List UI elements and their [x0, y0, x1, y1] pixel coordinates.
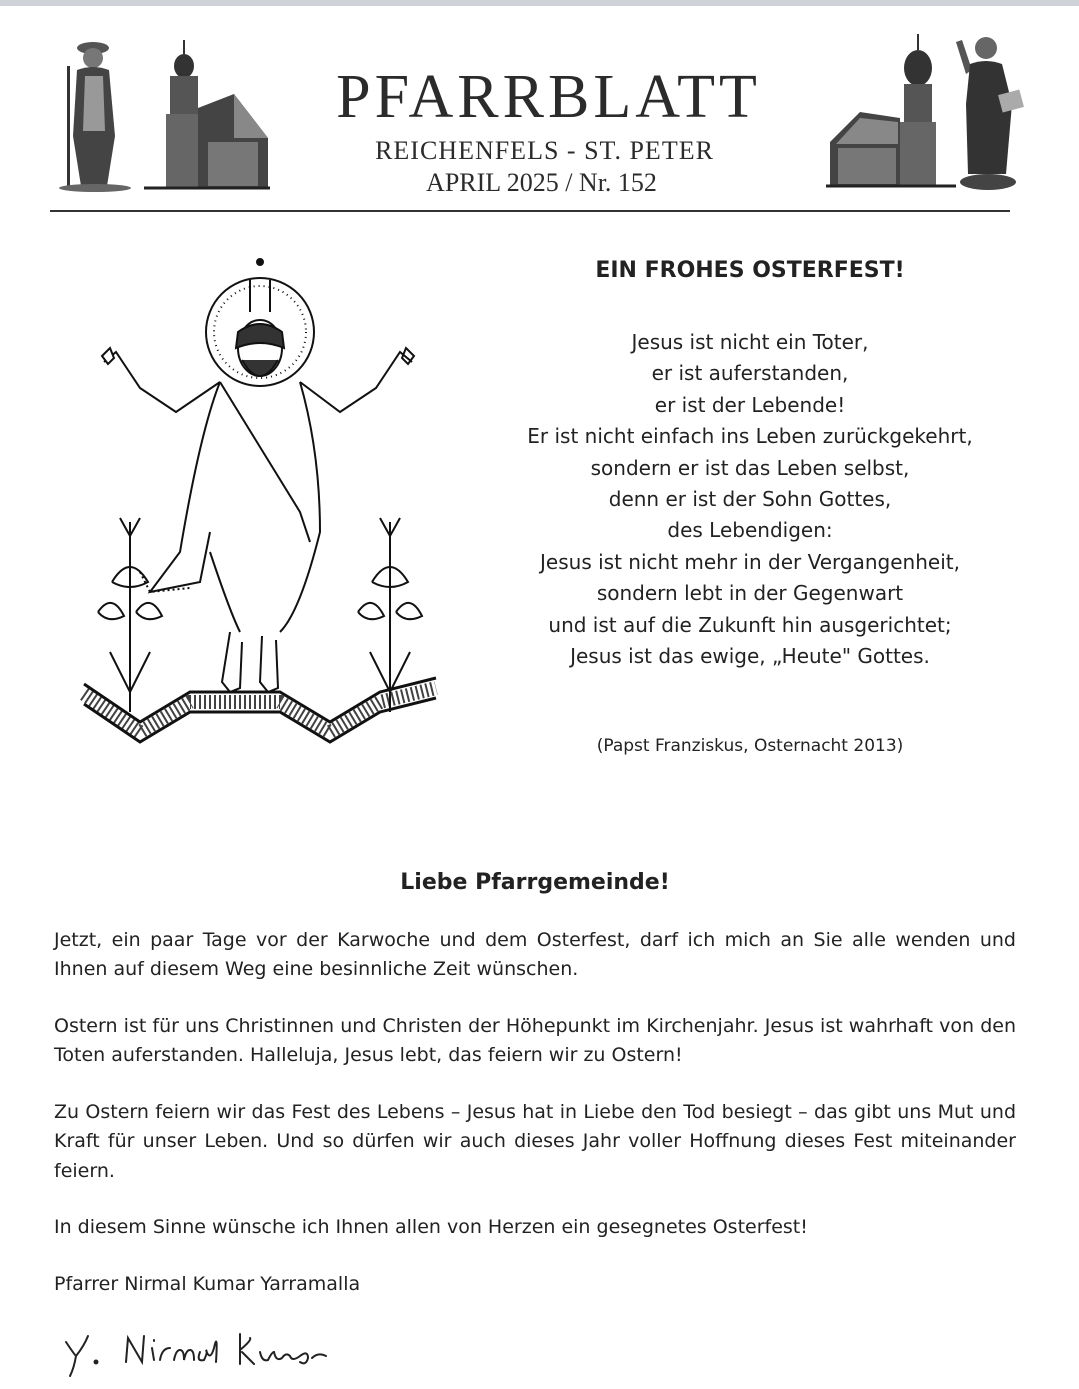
quote-line: sondern er ist das Leben selbst,: [590, 455, 910, 480]
quote-line: denn er ist der Sohn Gottes,: [608, 487, 892, 512]
quote-line: Jesus ist nicht ein Toter,: [631, 330, 869, 354]
letter-paragraph: In diesem Sinne wünsche ich Ihnen allen von Herzen ein gesegnetes Osterfest!: [54, 1216, 808, 1238]
quote-line: er ist der Lebende!: [654, 392, 846, 417]
pastor-letter: [54, 868, 1016, 1299]
quote-heading: EIN FROHES OSTERFEST!: [595, 258, 905, 283]
issue-info: APRIL 2025 / Nr. 152: [426, 168, 657, 197]
quote-line: er ist auferstanden,: [651, 361, 849, 386]
parish-name: REICHENFELS - ST. PETER: [375, 136, 714, 165]
quote-line: Er ist nicht einfach ins Leben zurückgekehrt,: [527, 424, 973, 449]
easter-quote: [480, 258, 1020, 756]
quote-source: (Papst Franziskus, Osternacht 2013): [596, 736, 904, 757]
quote-line: des Lebendigen:: [667, 518, 833, 543]
quote-line: und ist auf die Zukunft hin ausgerichtet;: [548, 612, 952, 637]
top-border: [0, 0, 1079, 6]
quote-lines: [480, 327, 1020, 672]
quote-line: Jesus ist nicht mehr in der Vergangenheit,: [540, 549, 960, 574]
letter-paragraph: Jetzt, ein paar Tage vor der Karwoche und dem Osterfest, darf ich mich an Sie alle wenden und Ihnen auf diesem Weg eine besinnliche Zeit wünschen.: [54, 928, 1016, 980]
quote-line: Jesus ist das ewige, „Heute" Gottes.: [570, 644, 930, 669]
letter-author: Pfarrer Nirmal Kumar Yarramalla: [54, 1272, 361, 1295]
newsletter-title: PFARRBLATT: [336, 63, 761, 131]
header-divider: [50, 210, 1010, 212]
letter-paragraph: Ostern ist für uns Christinnen und Christen der Höhepunkt im Kirchenjahr. Jesus ist wahrhaft von den Toten auferstanden. Halleluja, Jesus lebt, das feiern wir zu Ostern!: [54, 1014, 1016, 1066]
handwritten-signature-icon: [56, 1322, 356, 1382]
masthead: [0, 63, 1079, 198]
letter-paragraph: Zu Ostern feiern wir das Fest des Lebens – Jesus hat in Liebe den Tod besiegt – das gibt uns Mut und Kraft für unser Leben. Und so dürfen wir auch dieses Jahr voller Hoffnung dieses Fest miteinander feiern.: [54, 1100, 1016, 1182]
risen-christ-illustration-icon: [80, 252, 442, 748]
letter-salutation: Liebe Pfarrgemeinde!: [400, 870, 670, 895]
quote-line: sondern lebt in der Gegenwart: [596, 581, 904, 606]
